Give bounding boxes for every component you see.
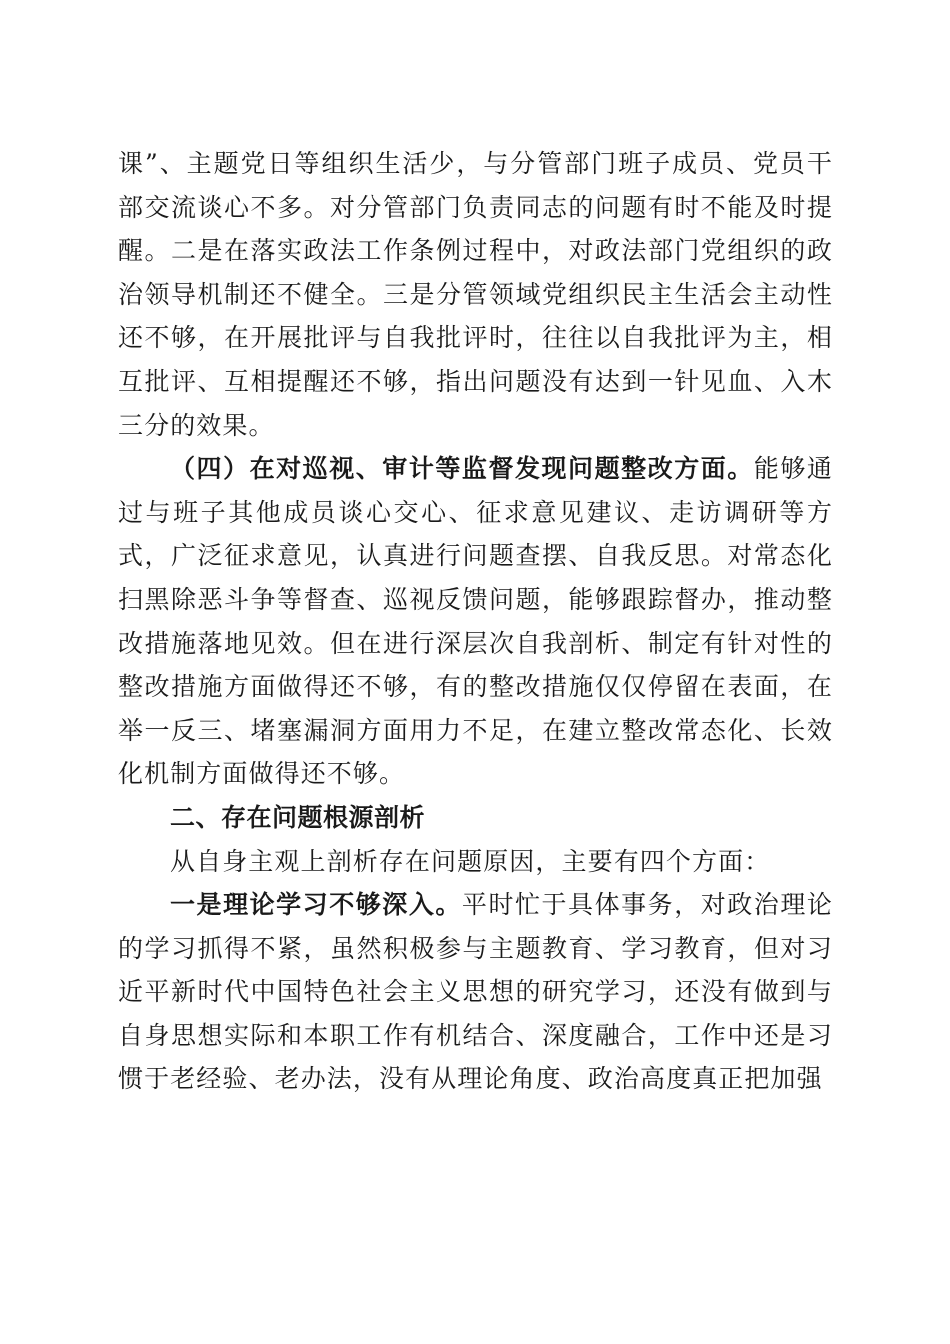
paragraph-lead: 一是理论学习不够深入。 [170,890,462,920]
paragraph-continuation [118,142,833,447]
section-heading: 二、存在问题根源剖析 [170,802,426,832]
paragraph-text: 平时忙于具体事务，对政治理论的学习抓得不紧，虽然积极参与主题教育、学习教育，但对习近平新时代中国特色社会主义思想的研究学习，还没有做到与自身思想实际和本职工作有机结合、深度融合，工作中还是习惯于老经验、老办法，没有从理论角度、政治高度真正把加强 [118,890,833,1094]
paragraph-item-four [118,447,833,796]
document-body [118,142,833,1101]
paragraph-text: 能够通过与班子其他成员谈心交心、征求意见建议、走访调研等方式，广泛征求意见，认真进行问题查摆、自我反思。对常态化扫黑除恶斗争等督查、巡视反馈问题，能够跟踪督办，推动整改措施落地见效。但在进行深层次自我剖析、制定有针对性的整改措施方面做得还不够，有的整改措施仅仅停留在表面，在举一反三、堵塞漏洞方面用力不足，在建立整改常态化、长效化机制方面做得还不够。 [118,454,833,789]
section-intro: 从自身主观上剖析存在问题原因，主要有四个方面： [170,846,771,876]
paragraph-lead: （四）在对巡视、审计等监督发现问题整改方面。 [170,454,754,484]
paragraph-point-one [118,883,833,1101]
paragraph-text: 课”、主题党日等组织生活少，与分管部门班子成员、党员干部交流谈心不多。对分管部门负责同志的问题有时不能及时提醒。二是在落实政法工作条例过程中，对政法部门党组织的政治领导机制还不健全。三是分管领域党组织民主生活会主动性还不够，在开展批评与自我批评时，往往以自我批评为主，相互批评、互相提醒还不够，指出问题没有达到一针见血、入木三分的效果。 [118,149,833,440]
